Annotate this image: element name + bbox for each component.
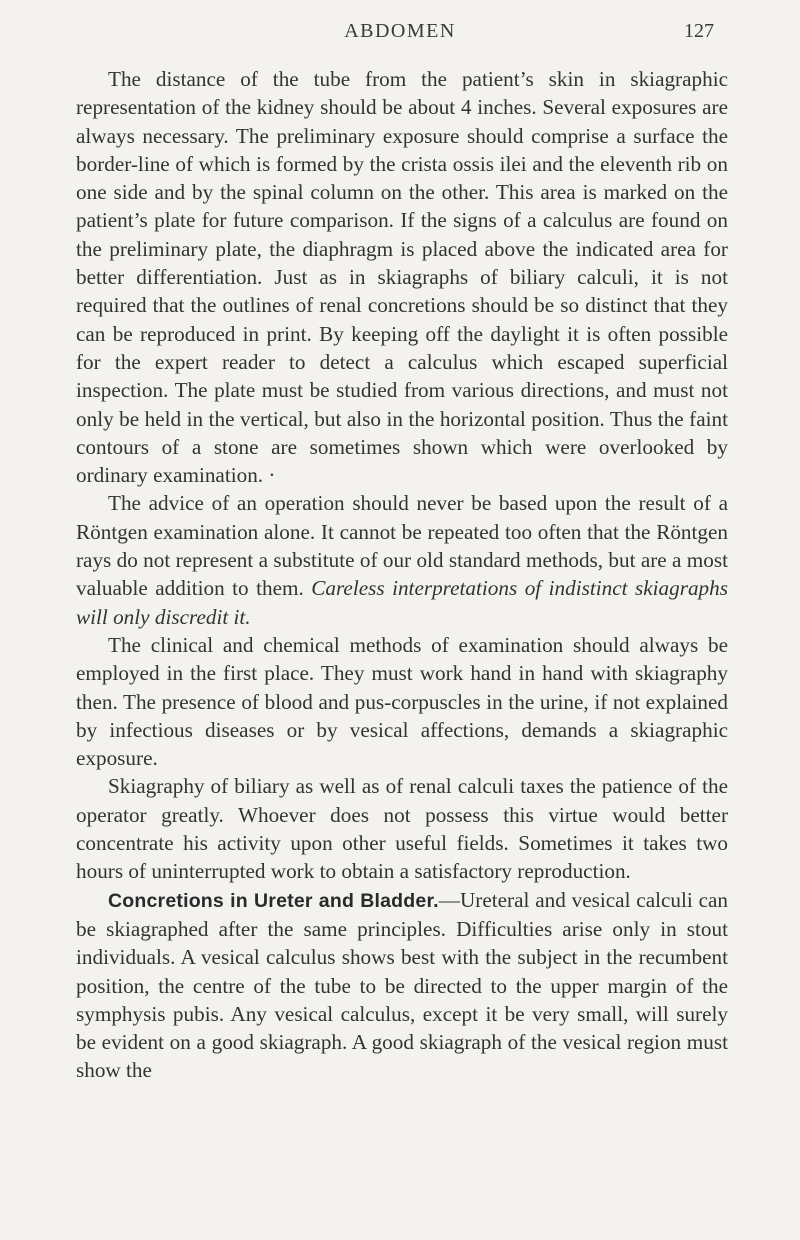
running-head (0, 8, 800, 48)
paragraph-ureter-bladder (76, 886, 728, 1085)
ureter-bladder-text: —Ureteral and vesical calculi can be skiagraphed after the same principles. Difficulties arise only in stout individuals. A vesical calculus shows best with the subject in the recumbent position, the centre of the tube to be directed to the upper margin of the symphysis pubis. Any vesical calculus, except it be very small, will surely be evident on a good skiagraph. A good skiagraph of the vesical region must show the (76, 887, 728, 1083)
paragraph-kidney-exposure: The distance of the tube from the patient’s skin in skiagraphic representation of the kidney should be about 4 inches. Several exposures are always necessary. The preliminary exposure should comprise a surface the border-line of which is formed by the crista ossis ilei and the eleventh rib on one side and by the spinal column on the other. This area is marked on the patient’s plate for future comparison. If the signs of a calculus are found on the preliminary plate, the diaphragm is placed above the indicated area for better differentiation. Just as in skiagraphs of biliary calculi, it is not required that the outlines of renal concretions should be so distinct that they can be reproduced in print. By keeping off the daylight it is often possible for the expert reader to detect a calculus which escaped superficial inspection. The plate must be studied from various directions, and must not only be held in the vertical, but also in the horizontal position. Thus the faint contours of a stone are sometimes shown which were overlooked by ordinary examination. · (76, 67, 728, 488)
page-number: 127 (684, 20, 714, 42)
paragraph-operation-advice (76, 489, 728, 630)
section-heading: Concretions in Ureter and Bladder. (108, 889, 439, 912)
operation-advice-text: The advice of an operation should never be based upon the result of a Röntgen examination alone. It cannot be repeated too often that the Röntgen rays do not represent a substitute of our old standard methods, but are a most valuable addition to them. (76, 491, 728, 601)
paragraph-clinical-methods: The clinical and chemical methods of examination should always be employed in the first place. They must work hand in hand with skiagraphy then. The presence of blood and pus-corpuscles in the urine, if not explained by infectious diseases or by vesical affections, demands a skiagraphic exposure. (76, 632, 728, 771)
paragraph-patience: Skiagraphy of biliary as well as of renal calculi taxes the patience of the operator greatly. Whoever does not possess this virtue would better concentrate his activity upon other useful fields. Sometimes it takes two hours of uninterrupted work to obtain a satisfactory reproduction. (76, 774, 728, 884)
running-title: ABDOMEN (344, 20, 456, 42)
operation-advice-italic: Careless interpretations of indistinct skiagraphs will only discredit it. (76, 576, 728, 629)
body-text (76, 65, 728, 1085)
